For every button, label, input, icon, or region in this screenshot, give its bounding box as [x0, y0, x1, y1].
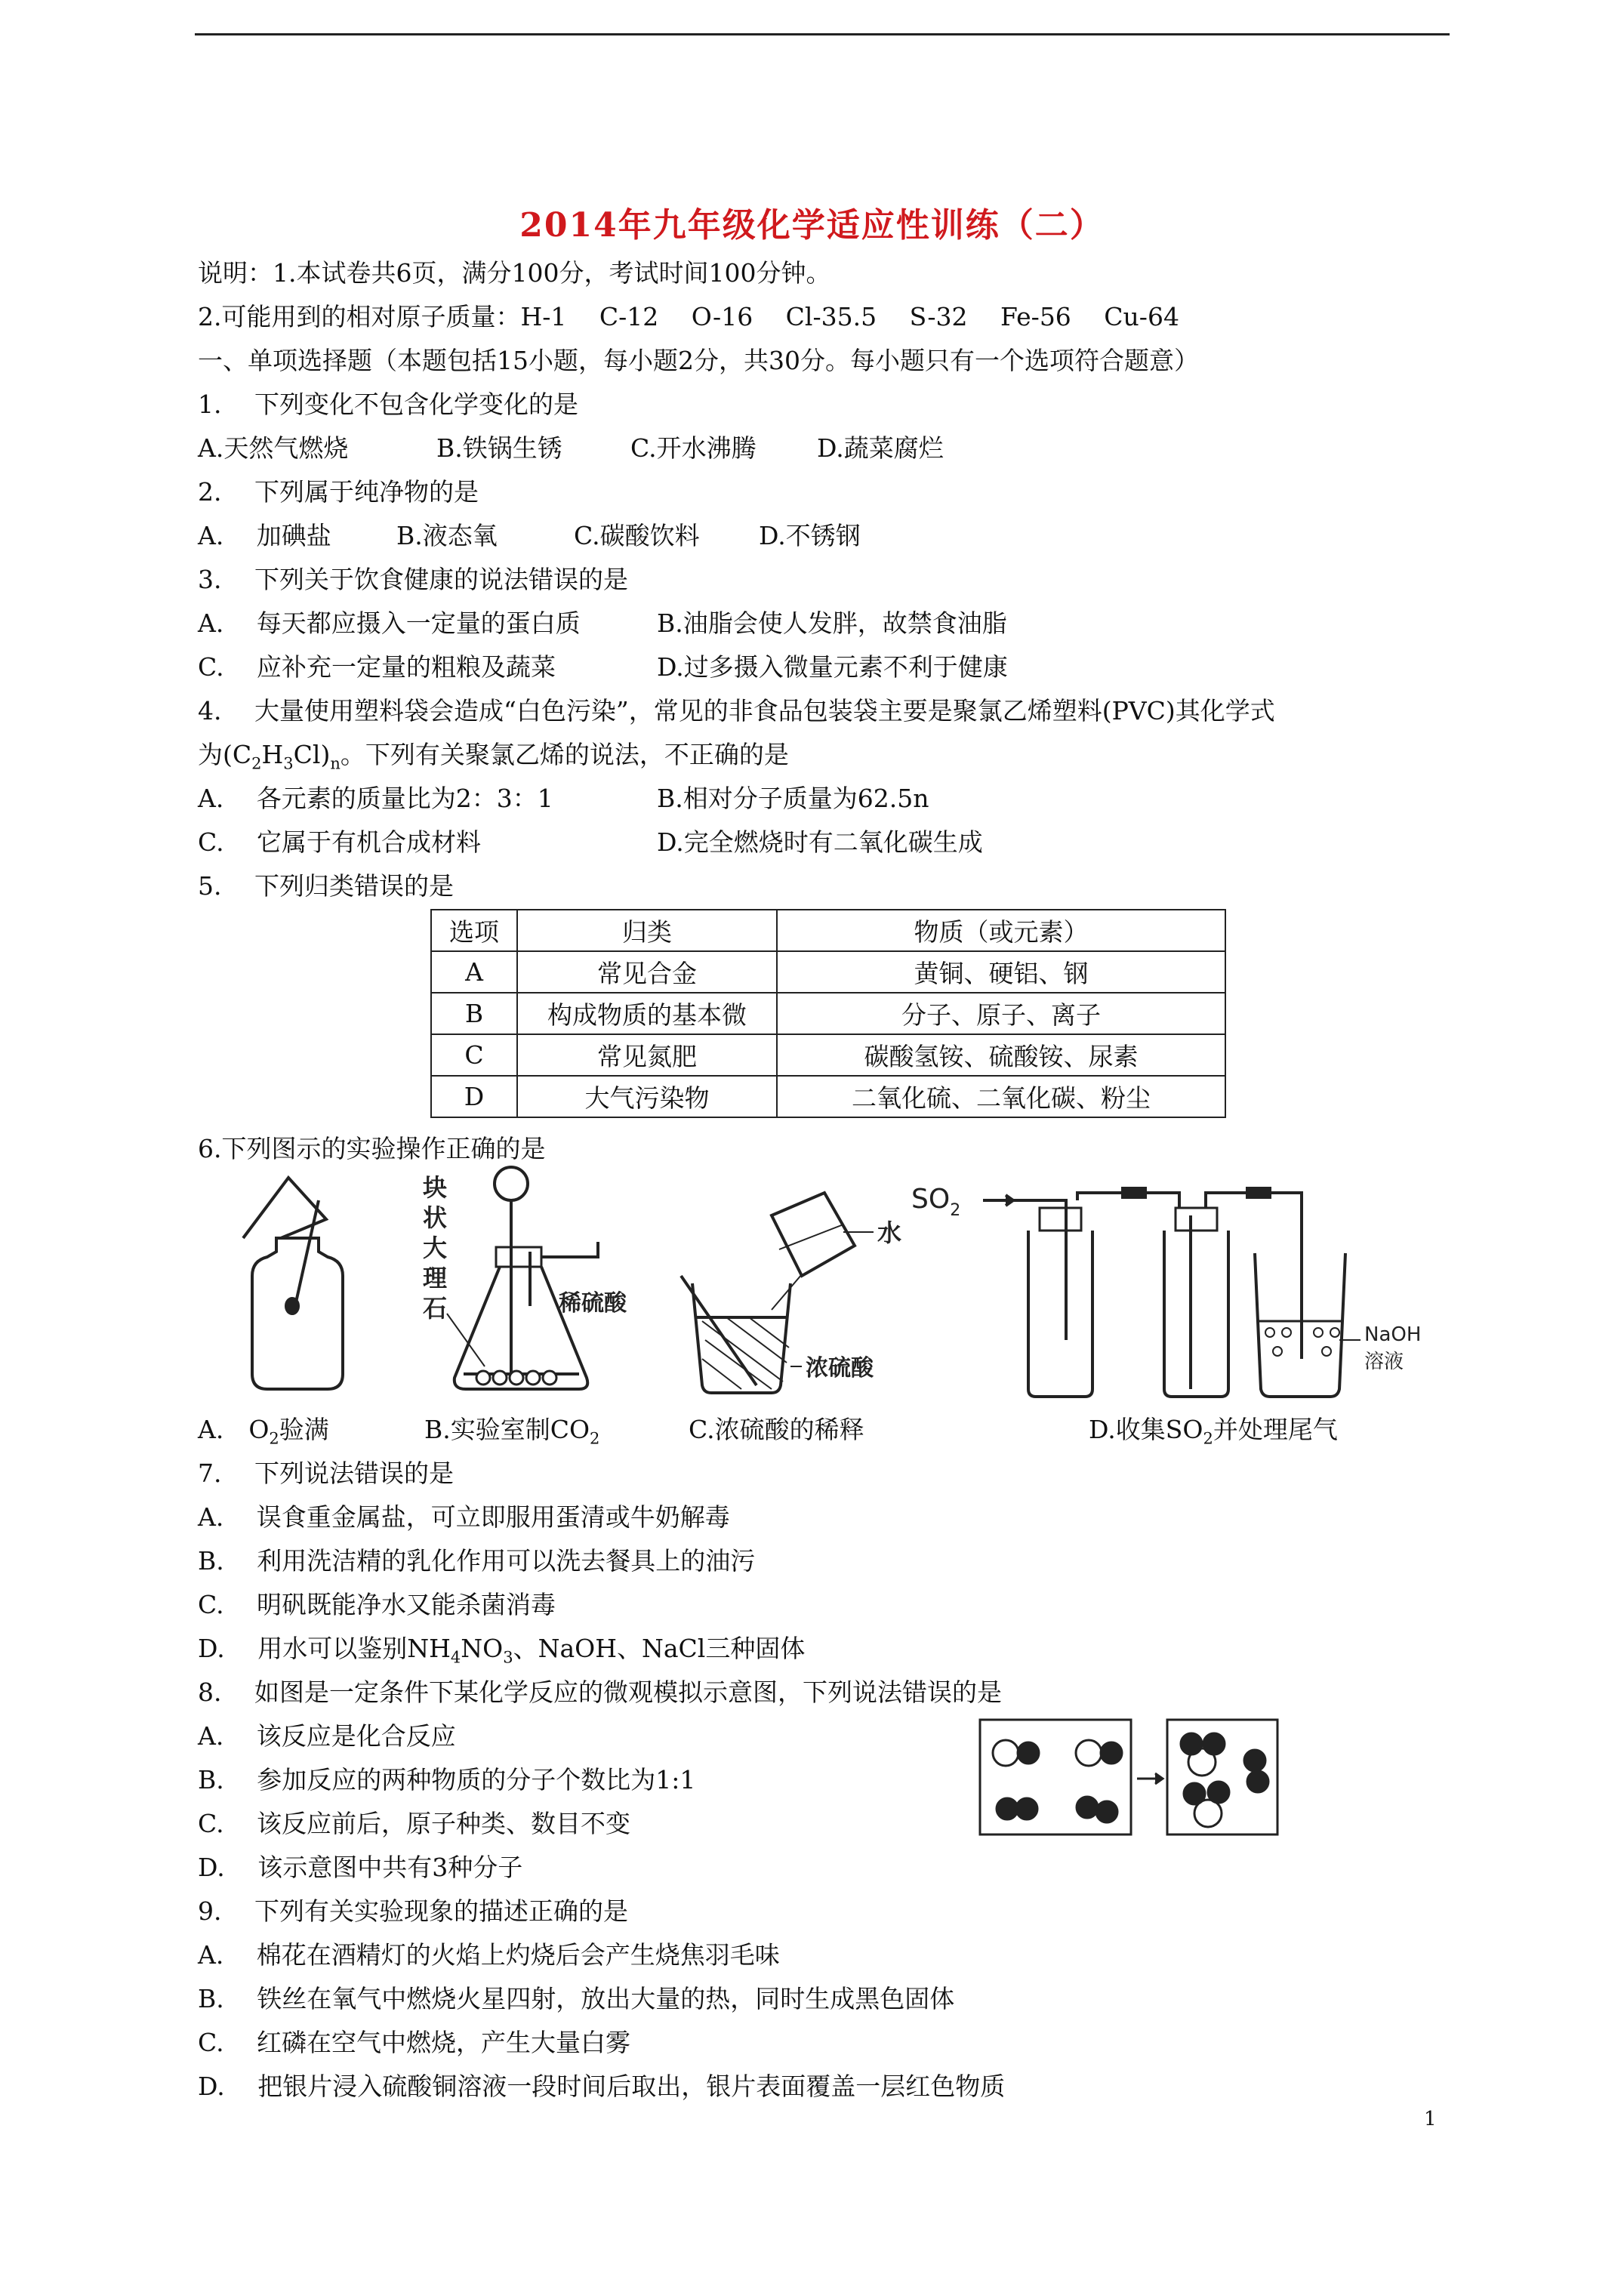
page-title: 2014年九年级化学适应性训练（二） [519, 206, 1105, 245]
q4-option-b: B.相对分子质量为62.5n [657, 784, 929, 813]
q9-option-c: C. 红磷在空气中燃烧，产生大量白雾 [198, 2028, 631, 2057]
intro-line-1: 说明：1.本试卷共6页，满分100分，考试时间100分钟。 [198, 258, 831, 288]
q6-fig-b-side-label-2: 状 [423, 1203, 448, 1232]
q6-fig-d-naoh-label: NaOH [1364, 1323, 1422, 1346]
q6-fig-c-acid-label: 浓硫酸 [806, 1355, 874, 1382]
q3-option-a: A. 每天都应摄入一定量的蛋白质 [198, 608, 581, 638]
q3-option-c: C. 应补充一定量的粗粮及蔬菜 [198, 652, 556, 682]
table-cell: 常见氮肥 [517, 1034, 777, 1076]
table-row [431, 993, 1225, 1034]
q1-stem: 1. 下列变化不包含化学变化的是 [198, 390, 578, 419]
table-row [431, 951, 1225, 993]
q6-figure-b-flask [423, 1167, 627, 1389]
table-header-cell: 物质（或元素） [777, 910, 1225, 951]
table-cell: 二氧化硫、二氧化碳、粉尘 [777, 1076, 1225, 1117]
q4-option-d: D.完全燃烧时有二氧化碳生成 [657, 827, 983, 857]
q1-option-a: A.天然气燃烧 [198, 433, 349, 463]
q6-apparatus-figure [198, 1163, 1451, 1404]
q6-option-c: C.浓硫酸的稀释 [689, 1415, 864, 1444]
q2-option-c: C.碳酸饮料 [574, 521, 700, 550]
table-cell: 分子、原子、离子 [777, 993, 1225, 1034]
header-rule [195, 33, 1450, 35]
q6-fig-d-solution-label: 溶液 [1364, 1351, 1404, 1373]
q2-option-b: B.液态氧 [396, 521, 498, 550]
q9-stem: 9. 下列有关实验现象的描述正确的是 [198, 1896, 628, 1926]
q4-option-c: C. 它属于有机合成材料 [198, 827, 482, 857]
q7-option-b: B. 利用洗洁精的乳化作用可以洗去餐具上的油污 [198, 1546, 756, 1576]
table-cell: C [431, 1034, 517, 1076]
q7-option-d: D. 用水可以鉴别$NH_4NO_3$、NaOH、NaCl三种固体 [198, 1634, 806, 1667]
table-header-cell: 归类 [517, 910, 777, 951]
q2-option-a: A. 加碘盐 [198, 521, 331, 550]
table-cell: 碳酸氢铵、硫酸铵、尿素 [777, 1034, 1225, 1076]
table-cell: 黄铜、硬铝、钢 [777, 951, 1225, 993]
table-row [431, 1076, 1225, 1117]
q6-fig-b-side-label-4: 理 [423, 1264, 448, 1292]
q4-option-a: A. 各元素的质量比为2：3：1 [198, 784, 553, 813]
section-heading: 一、单项选择题（本题包括15小题，每小题2分，共30分。每小题只有一个选项符合题意） [198, 346, 1199, 375]
q5-classification-table [430, 909, 1226, 1118]
q1-option-c: C.开水沸腾 [630, 433, 757, 463]
table-row [431, 1034, 1225, 1076]
q1-option-b: B.铁锅生锈 [436, 433, 562, 463]
q4-stem-line-2: 为$(C_2H_3Cl)_n$。下列有关聚氯乙烯的说法，不正确的是 [198, 740, 789, 773]
q8-stem: 8. 如图是一定条件下某化学反应的微观模拟示意图，下列说法错误的是 [198, 1677, 1002, 1707]
q5-stem: 5. 下列归类错误的是 [198, 871, 454, 901]
q8-option-a: A. 该反应是化合反应 [198, 1721, 456, 1751]
table-header-cell: 选项 [431, 910, 517, 951]
q6-option-a: A. $O_2$验满 [198, 1415, 329, 1448]
q6-fig-b-acid-label: 稀硫酸 [559, 1290, 627, 1317]
q8-reaction-diagram [978, 1718, 1280, 1839]
q3-stem: 3. 下列关于饮食健康的说法错误的是 [198, 565, 628, 594]
q8-option-d: D. 该示意图中共有3种分子 [198, 1853, 523, 1882]
table-cell: B [431, 993, 517, 1034]
intro-line-2: 2.可能用到的相对原子质量：H-1 C-12 O-16 Cl-35.5 S-32 Fe-56 Cu-64 [198, 302, 1179, 331]
q1-option-d: D.蔬菜腐烂 [817, 433, 944, 463]
table-cell: D [431, 1076, 517, 1117]
q6-fig-b-side-label-3: 大 [423, 1234, 448, 1262]
q6-figure-a-bottle [243, 1178, 343, 1389]
q6-stem: 6.下列图示的实验操作正确的是 [198, 1134, 546, 1163]
q8-option-c: C. 该反应前后，原子种类、数目不变 [198, 1809, 631, 1838]
table-cell: 大气污染物 [517, 1076, 777, 1117]
q2-option-d: D.不锈钢 [759, 521, 861, 550]
q8-option-b: B. 参加反应的两种物质的分子个数比为1:1 [198, 1765, 696, 1794]
q6-option-b: B.实验室制$CO_2$ [424, 1415, 600, 1448]
q9-option-b: B. 铁丝在氧气中燃烧火星四射，放出大量的热，同时生成黑色固体 [198, 1984, 955, 2013]
q6-figure-d-gas-collection [911, 1184, 1421, 1397]
table-cell: 常见合金 [517, 951, 777, 993]
q6-fig-b-side-label-5: 石 [423, 1294, 448, 1323]
table-header-row [431, 910, 1225, 951]
table-cell: A [431, 951, 517, 993]
q6-figure-c-beakers [681, 1193, 901, 1393]
q2-stem: 2. 下列属于纯净物的是 [198, 477, 479, 507]
q7-option-c: C. 明矾既能净水又能杀菌消毒 [198, 1590, 556, 1619]
q6-option-d: D.收集$SO_2$并处理尾气 [1089, 1415, 1338, 1448]
q7-option-a: A. 误食重金属盐，可立即服用蛋清或牛奶解毒 [198, 1502, 730, 1532]
q6-fig-c-water-label: 水 [877, 1218, 902, 1247]
q4-stem: 4. 大量使用塑料袋会造成“白色污染”，常见的非食品包装袋主要是聚氯乙烯塑料(PVC)其化学式 [198, 696, 1275, 725]
q6-fig-d-gas-label: $SO_2$ [911, 1184, 961, 1220]
q9-option-d: D. 把银片浸入硫酸铜溶液一段时间后取出，银片表面覆盖一层红色物质 [198, 2072, 1006, 2101]
q6-fig-b-side-label-1: 块 [423, 1173, 448, 1202]
q9-option-a: A. 棉花在酒精灯的火焰上灼烧后会产生烧焦羽毛味 [198, 1940, 780, 1970]
page-number: 1 [1424, 2108, 1437, 2130]
q3-option-b: B.油脂会使人发胖，故禁食油脂 [657, 608, 1007, 638]
q3-option-d: D.过多摄入微量元素不利于健康 [657, 652, 1008, 682]
table-cell: 构成物质的基本微 [517, 993, 777, 1034]
q7-stem: 7. 下列说法错误的是 [198, 1459, 454, 1488]
